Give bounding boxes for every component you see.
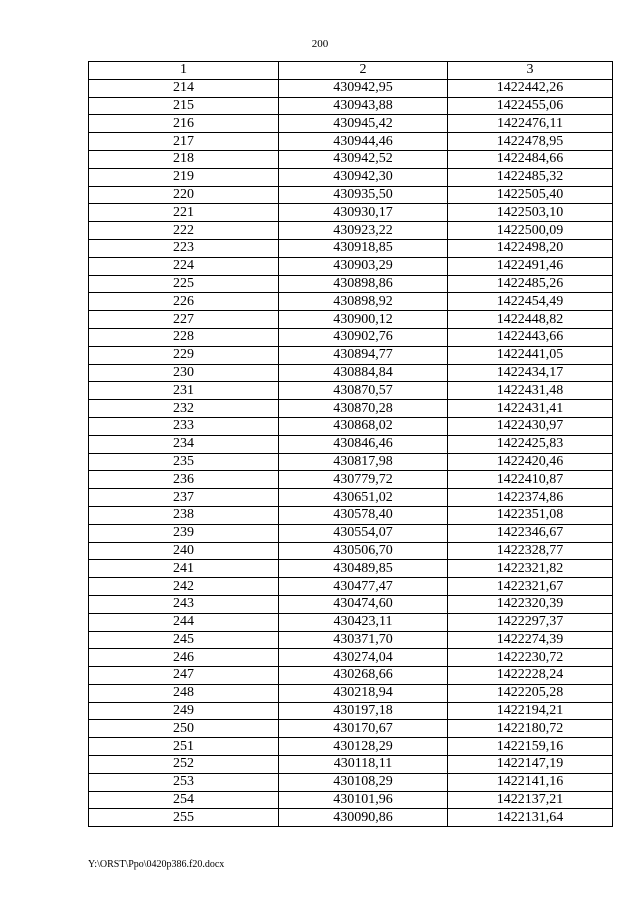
table-row (89, 595, 613, 613)
y-coordinate-cell: 1422137,21 (448, 791, 613, 809)
table-row (89, 311, 613, 329)
x-coordinate-cell: 430945,42 (279, 115, 448, 133)
x-coordinate-cell: 430578,40 (279, 506, 448, 524)
point-number-cell: 237 (89, 489, 279, 507)
point-number-cell: 243 (89, 595, 279, 613)
x-coordinate-cell: 430554,07 (279, 524, 448, 542)
x-coordinate-cell: 430817,98 (279, 453, 448, 471)
x-coordinate-cell: 430477,47 (279, 578, 448, 596)
table-row (89, 613, 613, 631)
table-row (89, 791, 613, 809)
table-row (89, 578, 613, 596)
table-row (89, 115, 613, 133)
x-coordinate-cell: 430489,85 (279, 560, 448, 578)
table-body (89, 79, 613, 826)
table-row (89, 79, 613, 97)
table-row (89, 453, 613, 471)
x-coordinate-cell: 430923,22 (279, 222, 448, 240)
x-coordinate-cell: 430942,52 (279, 150, 448, 168)
point-number-cell: 231 (89, 382, 279, 400)
y-coordinate-cell: 1422485,26 (448, 275, 613, 293)
y-coordinate-cell: 1422441,05 (448, 346, 613, 364)
table-row (89, 649, 613, 667)
point-number-cell: 240 (89, 542, 279, 560)
point-number-cell: 226 (89, 293, 279, 311)
table-row (89, 400, 613, 418)
x-coordinate-cell: 430371,70 (279, 631, 448, 649)
y-coordinate-cell: 1422228,24 (448, 667, 613, 685)
point-number-cell: 219 (89, 168, 279, 186)
x-coordinate-cell: 430268,66 (279, 667, 448, 685)
y-coordinate-cell: 1422131,64 (448, 809, 613, 827)
table-row (89, 222, 613, 240)
table-row (89, 204, 613, 222)
point-number-cell: 221 (89, 204, 279, 222)
point-number-cell: 245 (89, 631, 279, 649)
y-coordinate-cell: 1422431,48 (448, 382, 613, 400)
table-row (89, 542, 613, 560)
table-row (89, 293, 613, 311)
x-coordinate-cell: 430108,29 (279, 773, 448, 791)
point-number-cell: 224 (89, 257, 279, 275)
point-number-cell: 251 (89, 738, 279, 756)
y-coordinate-cell: 1422374,86 (448, 489, 613, 507)
x-coordinate-cell: 430900,12 (279, 311, 448, 329)
y-coordinate-cell: 1422141,16 (448, 773, 613, 791)
table-row (89, 186, 613, 204)
x-coordinate-cell: 430474,60 (279, 595, 448, 613)
x-coordinate-cell: 430942,95 (279, 79, 448, 97)
point-number-cell: 242 (89, 578, 279, 596)
y-coordinate-cell: 1422420,46 (448, 453, 613, 471)
point-number-cell: 215 (89, 97, 279, 115)
table-row (89, 435, 613, 453)
y-coordinate-cell: 1422230,72 (448, 649, 613, 667)
point-number-cell: 250 (89, 720, 279, 738)
column-header-3: 3 (448, 62, 613, 80)
table-row (89, 631, 613, 649)
x-coordinate-cell: 430918,85 (279, 239, 448, 257)
point-number-cell: 238 (89, 506, 279, 524)
point-number-cell: 235 (89, 453, 279, 471)
coordinates-table (88, 61, 613, 827)
x-coordinate-cell: 430506,70 (279, 542, 448, 560)
page-number: 200 (311, 38, 329, 50)
point-number-cell: 234 (89, 435, 279, 453)
x-coordinate-cell: 430902,76 (279, 328, 448, 346)
y-coordinate-cell: 1422328,77 (448, 542, 613, 560)
table-row (89, 133, 613, 151)
point-number-cell: 222 (89, 222, 279, 240)
y-coordinate-cell: 1422442,26 (448, 79, 613, 97)
y-coordinate-cell: 1422320,39 (448, 595, 613, 613)
point-number-cell: 214 (89, 79, 279, 97)
table-row (89, 275, 613, 293)
table-row (89, 489, 613, 507)
table-row (89, 168, 613, 186)
y-coordinate-cell: 1422159,16 (448, 738, 613, 756)
x-coordinate-cell: 430935,50 (279, 186, 448, 204)
y-coordinate-cell: 1422491,46 (448, 257, 613, 275)
point-number-cell: 229 (89, 346, 279, 364)
point-number-cell: 218 (89, 150, 279, 168)
y-coordinate-cell: 1422448,82 (448, 311, 613, 329)
x-coordinate-cell: 430218,94 (279, 684, 448, 702)
x-coordinate-cell: 430170,67 (279, 720, 448, 738)
table-row (89, 524, 613, 542)
point-number-cell: 248 (89, 684, 279, 702)
y-coordinate-cell: 1422443,66 (448, 328, 613, 346)
y-coordinate-cell: 1422321,82 (448, 560, 613, 578)
point-number-cell: 223 (89, 239, 279, 257)
point-number-cell: 225 (89, 275, 279, 293)
x-coordinate-cell: 430274,04 (279, 649, 448, 667)
point-number-cell: 220 (89, 186, 279, 204)
table-row (89, 150, 613, 168)
x-coordinate-cell: 430128,29 (279, 738, 448, 756)
table-row (89, 97, 613, 115)
x-coordinate-cell: 430779,72 (279, 471, 448, 489)
table-row (89, 257, 613, 275)
y-coordinate-cell: 1422498,20 (448, 239, 613, 257)
x-coordinate-cell: 430118,11 (279, 756, 448, 774)
table-row (89, 773, 613, 791)
y-coordinate-cell: 1422297,37 (448, 613, 613, 631)
y-coordinate-cell: 1422147,19 (448, 756, 613, 774)
table-row (89, 684, 613, 702)
y-coordinate-cell: 1422205,28 (448, 684, 613, 702)
y-coordinate-cell: 1422503,10 (448, 204, 613, 222)
point-number-cell: 230 (89, 364, 279, 382)
table-row (89, 560, 613, 578)
table-header (89, 62, 613, 80)
point-number-cell: 217 (89, 133, 279, 151)
table-row (89, 809, 613, 827)
point-number-cell: 232 (89, 400, 279, 418)
y-coordinate-cell: 1422454,49 (448, 293, 613, 311)
table-row (89, 738, 613, 756)
column-header-1: 1 (89, 62, 279, 80)
point-number-cell: 239 (89, 524, 279, 542)
point-number-cell: 227 (89, 311, 279, 329)
x-coordinate-cell: 430942,30 (279, 168, 448, 186)
y-coordinate-cell: 1422485,32 (448, 168, 613, 186)
y-coordinate-cell: 1422194,21 (448, 702, 613, 720)
x-coordinate-cell: 430943,88 (279, 97, 448, 115)
table-row (89, 239, 613, 257)
y-coordinate-cell: 1422505,40 (448, 186, 613, 204)
point-number-cell: 246 (89, 649, 279, 667)
y-coordinate-cell: 1422430,97 (448, 417, 613, 435)
y-coordinate-cell: 1422346,67 (448, 524, 613, 542)
y-coordinate-cell: 1422500,09 (448, 222, 613, 240)
point-number-cell: 233 (89, 417, 279, 435)
y-coordinate-cell: 1422484,66 (448, 150, 613, 168)
table-row (89, 346, 613, 364)
y-coordinate-cell: 1422431,41 (448, 400, 613, 418)
y-coordinate-cell: 1422274,39 (448, 631, 613, 649)
y-coordinate-cell: 1422351,08 (448, 506, 613, 524)
y-coordinate-cell: 1422434,17 (448, 364, 613, 382)
x-coordinate-cell: 430903,29 (279, 257, 448, 275)
point-number-cell: 252 (89, 756, 279, 774)
table-row (89, 702, 613, 720)
x-coordinate-cell: 430894,77 (279, 346, 448, 364)
x-coordinate-cell: 430944,46 (279, 133, 448, 151)
x-coordinate-cell: 430423,11 (279, 613, 448, 631)
table-row (89, 328, 613, 346)
point-number-cell: 254 (89, 791, 279, 809)
x-coordinate-cell: 430930,17 (279, 204, 448, 222)
y-coordinate-cell: 1422410,87 (448, 471, 613, 489)
x-coordinate-cell: 430197,18 (279, 702, 448, 720)
table-row (89, 471, 613, 489)
point-number-cell: 244 (89, 613, 279, 631)
point-number-cell: 253 (89, 773, 279, 791)
x-coordinate-cell: 430870,57 (279, 382, 448, 400)
point-number-cell: 236 (89, 471, 279, 489)
point-number-cell: 241 (89, 560, 279, 578)
y-coordinate-cell: 1422425,83 (448, 435, 613, 453)
y-coordinate-cell: 1422476,11 (448, 115, 613, 133)
table-row (89, 417, 613, 435)
point-number-cell: 247 (89, 667, 279, 685)
point-number-cell: 216 (89, 115, 279, 133)
x-coordinate-cell: 430898,92 (279, 293, 448, 311)
header-row (89, 62, 613, 80)
x-coordinate-cell: 430101,96 (279, 791, 448, 809)
table-row (89, 667, 613, 685)
y-coordinate-cell: 1422455,06 (448, 97, 613, 115)
table-row (89, 720, 613, 738)
table-row (89, 756, 613, 774)
table-row (89, 364, 613, 382)
point-number-cell: 228 (89, 328, 279, 346)
y-coordinate-cell: 1422180,72 (448, 720, 613, 738)
point-number-cell: 255 (89, 809, 279, 827)
x-coordinate-cell: 430870,28 (279, 400, 448, 418)
point-number-cell: 249 (89, 702, 279, 720)
x-coordinate-cell: 430090,86 (279, 809, 448, 827)
y-coordinate-cell: 1422321,67 (448, 578, 613, 596)
column-header-2: 2 (279, 62, 448, 80)
x-coordinate-cell: 430846,46 (279, 435, 448, 453)
table-row (89, 506, 613, 524)
y-coordinate-cell: 1422478,95 (448, 133, 613, 151)
x-coordinate-cell: 430651,02 (279, 489, 448, 507)
x-coordinate-cell: 430868,02 (279, 417, 448, 435)
footer-file-path: Y:\ORST\Ppo\0420p386.f20.docx (88, 859, 225, 870)
x-coordinate-cell: 430898,86 (279, 275, 448, 293)
table-row (89, 382, 613, 400)
x-coordinate-cell: 430884,84 (279, 364, 448, 382)
